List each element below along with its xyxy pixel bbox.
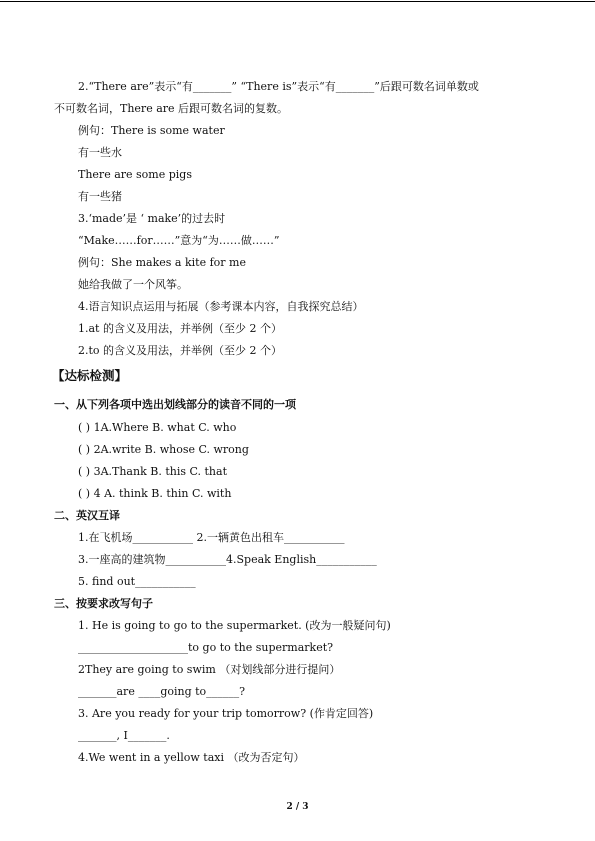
page-number: 2 / 3 <box>286 802 309 812</box>
text-line: 例句：There is some water <box>78 124 225 137</box>
text-line: 2.“There are”表示“有_______” “There is”表示“有_______”后跟可数名词单数或 <box>78 80 479 93</box>
text-line: “Make……for……”意为“为……做……” <box>78 234 280 247</box>
top-border <box>0 1 595 2</box>
question-item: 5. find out___________ <box>78 575 196 588</box>
text-line: 不可数名词，There are 后跟可数名词的复数。 <box>54 102 289 115</box>
question-item: 4.We went in a yellow taxi （改为否定句） <box>78 751 305 764</box>
question-item: 1. He is going to go to the supermarket. (改为一般疑问句) <box>78 619 391 632</box>
question-item: 3.一座高的建筑物___________4.Speak English___________ <box>78 553 377 566</box>
question-item: ( ) 3A.Thank B. this C. that <box>78 465 227 478</box>
answer-blank: _______are ____going to______? <box>78 685 246 698</box>
text-line: 2.to 的含义及用法，并举例（至少 2 个） <box>78 344 283 357</box>
question-item: 2They are going to swim （对划线部分进行提问） <box>78 663 341 676</box>
question-item: 1.在飞机场___________ 2.一辆黄色出租车___________ <box>78 531 345 544</box>
text-line: 例句：She makes a kite for me <box>78 256 246 269</box>
answer-blank: _______, I_______. <box>78 729 170 742</box>
text-line: 有一些猪 <box>78 190 122 203</box>
section-title: 【达标检测】 <box>52 368 128 383</box>
text-line: 3.‘made’是 ‘ make’的过去时 <box>78 212 226 225</box>
text-line: 4.语言知识点运用与拓展（参考课本内容，自我探究总结） <box>78 300 364 313</box>
question-item: ( ) 1A.Where B. what C. who <box>78 421 237 434</box>
question-item: ( ) 4 A. think B. thin C. with <box>78 487 232 500</box>
text-line: 她给我做了一个风筝。 <box>78 278 188 291</box>
section-heading: 三、按要求改写句子 <box>54 597 153 610</box>
question-item: ( ) 2A.write B. whose C. wrong <box>78 443 249 456</box>
section-heading: 二、英汉互译 <box>54 509 120 522</box>
text-line: 1.at 的含义及用法，并举例（至少 2 个） <box>78 322 282 335</box>
section-heading: 一、从下列各项中选出划线部分的读音不同的一项 <box>54 398 296 411</box>
text-line: There are some pigs <box>78 168 192 181</box>
question-item: 3. Are you ready for your trip tomorrow? (作肯定回答) <box>78 707 374 720</box>
text-line: 有一些水 <box>78 146 122 159</box>
answer-blank: ____________________to go to the supermarket? <box>78 641 334 654</box>
